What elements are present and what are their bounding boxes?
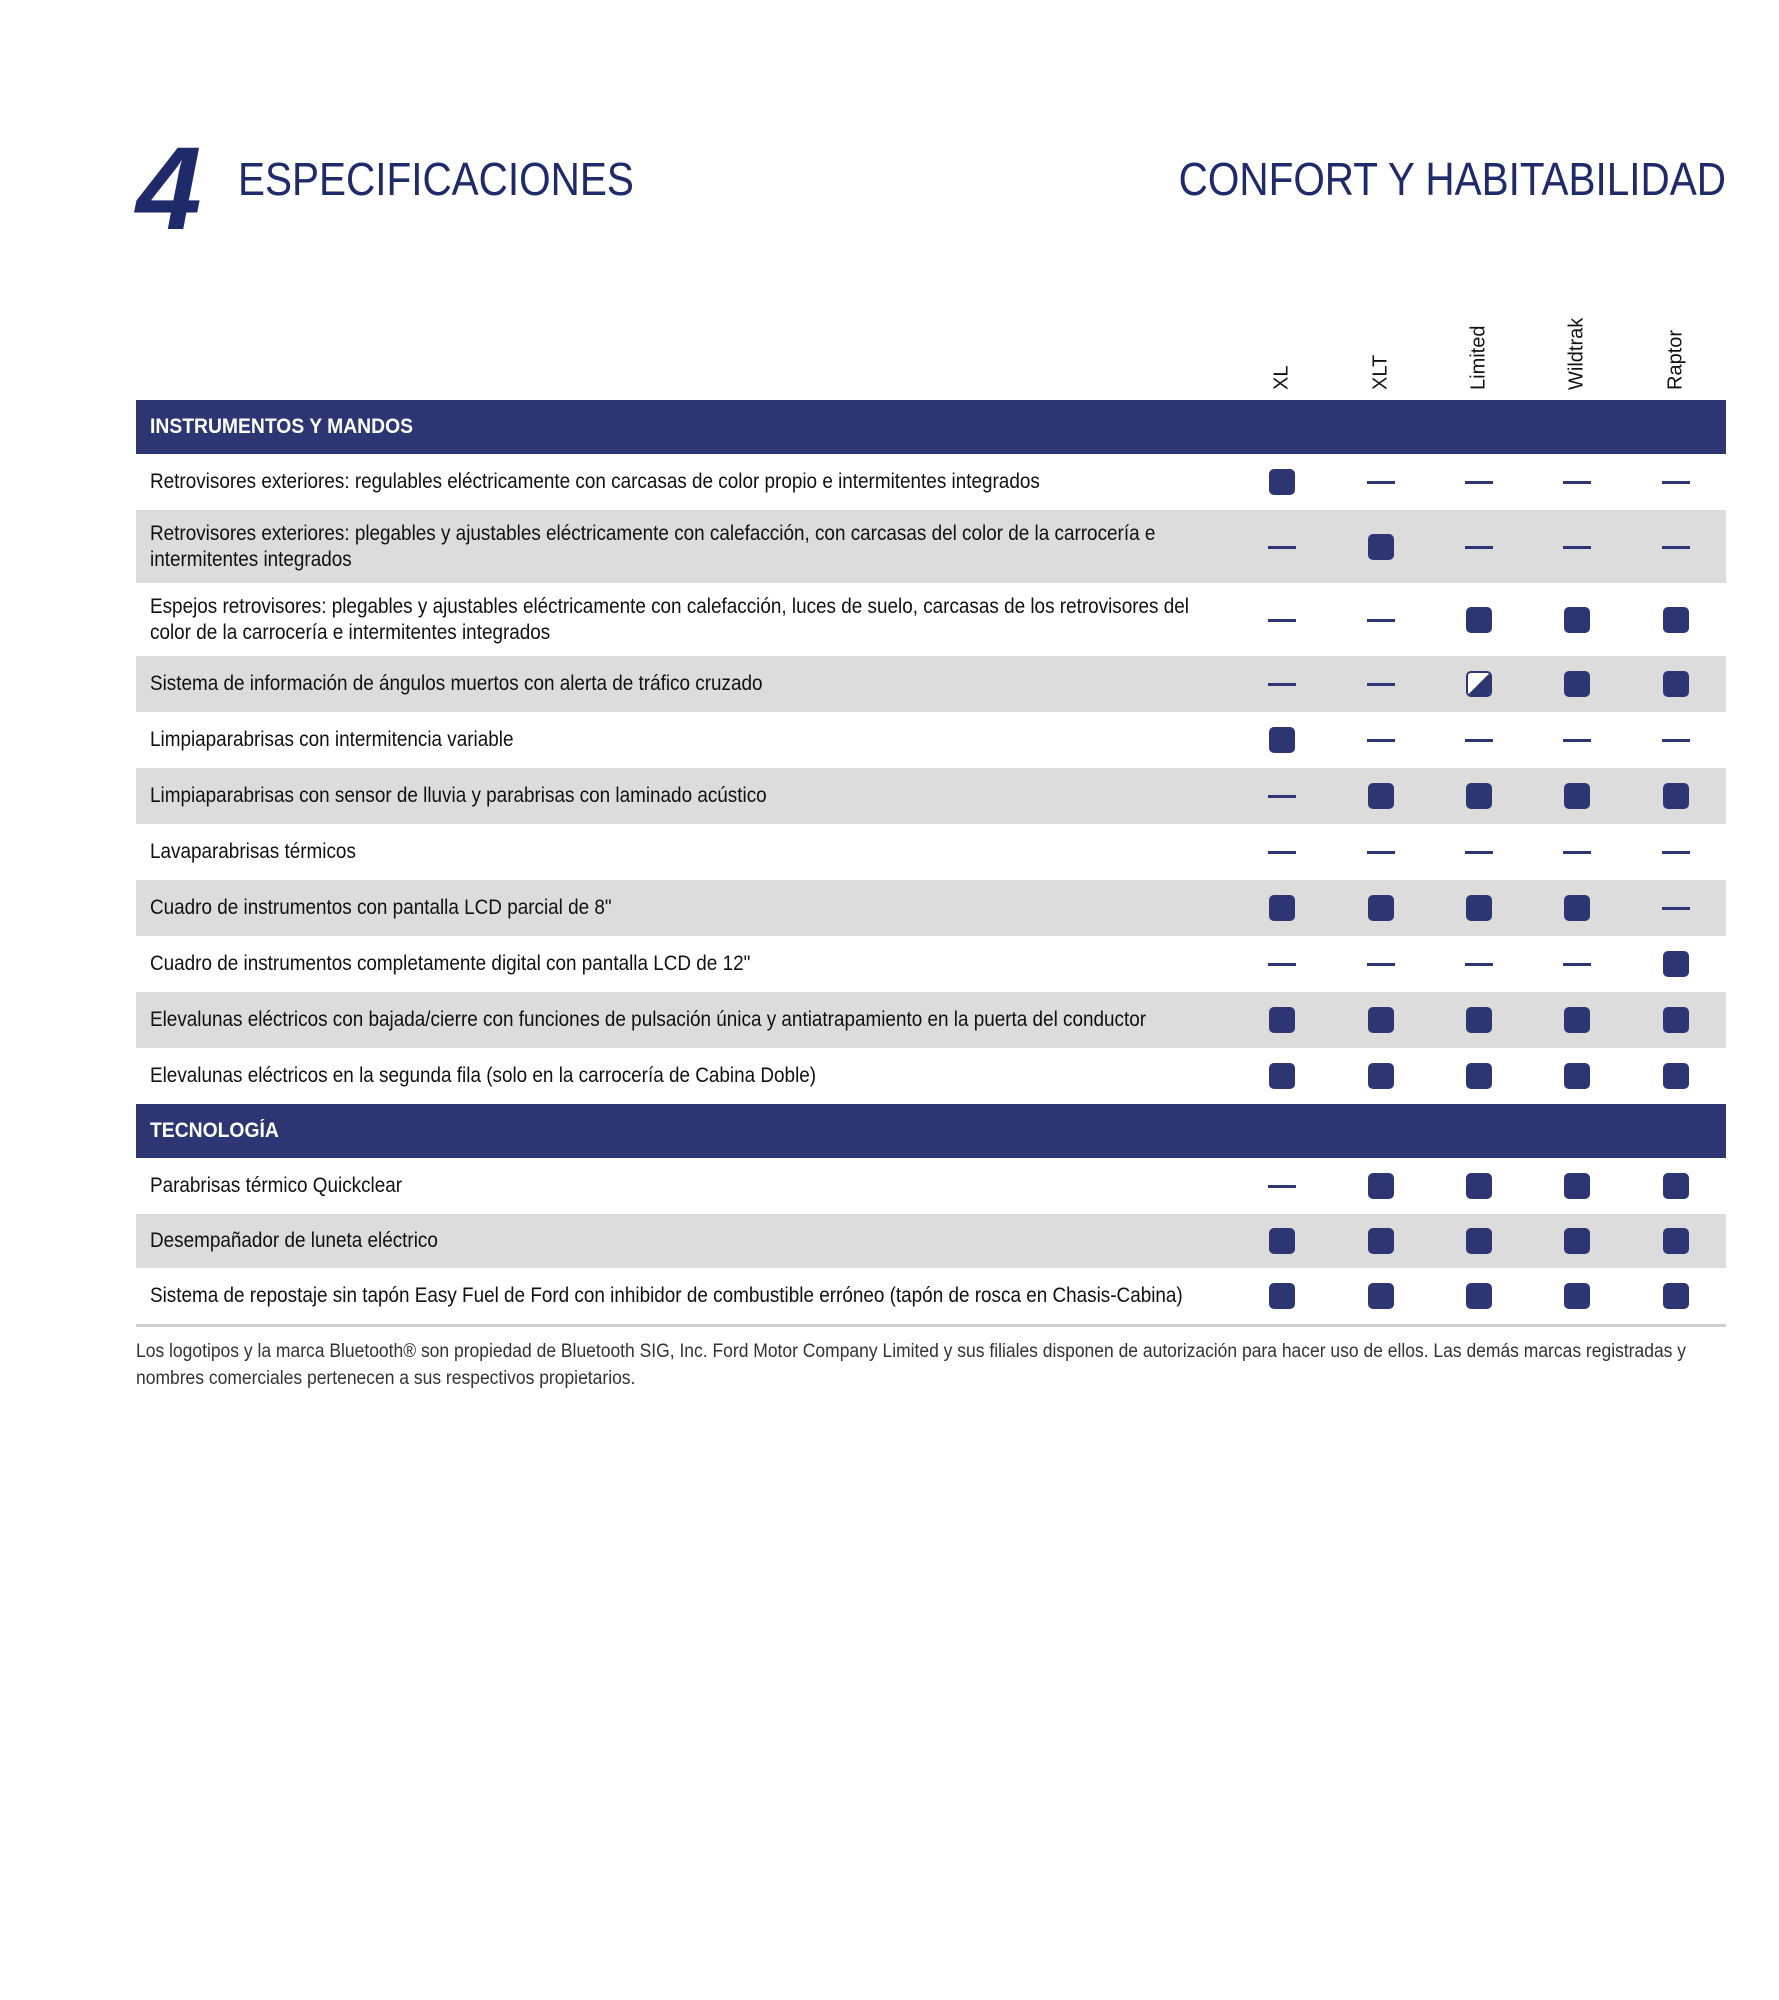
not-available-dash-icon [1267, 532, 1297, 562]
section-header [136, 1104, 1726, 1158]
not-available-dash-icon [1267, 605, 1297, 635]
column-header-raptor: Raptor [1664, 329, 1687, 390]
table-row [136, 1158, 1726, 1214]
table-row [136, 936, 1726, 992]
row-label: Limpiaparabrisas con sensor de lluvia y parabrisas con laminado acústico [150, 784, 767, 807]
table-row [136, 768, 1726, 824]
not-available-dash-icon [1464, 837, 1494, 867]
table-bottom-rule [136, 1324, 1726, 1327]
not-available-dash-icon [1562, 467, 1592, 497]
page-header [136, 123, 1726, 255]
standard-equipment-icon [1267, 1226, 1297, 1256]
table-row [136, 880, 1726, 936]
not-available-dash-icon [1366, 467, 1396, 497]
table-row [136, 712, 1726, 768]
standard-equipment-icon [1661, 1226, 1691, 1256]
standard-equipment-icon [1267, 893, 1297, 923]
standard-equipment-icon [1464, 893, 1494, 923]
standard-equipment-icon [1661, 1281, 1691, 1311]
row-label: Elevalunas eléctricos en la segunda fila (solo en la carrocería de Cabina Doble) [150, 1064, 817, 1087]
standard-equipment-icon [1661, 605, 1691, 635]
row-label: Sistema de información de ángulos muertos con alerta de tráfico cruzado [150, 672, 763, 695]
standard-equipment-icon [1366, 1281, 1396, 1311]
section-header-title: INSTRUMENTOS Y MANDOS [150, 415, 414, 438]
not-available-dash-icon [1267, 669, 1297, 699]
not-available-dash-icon [1661, 725, 1691, 755]
row-label: Cuadro de instrumentos completamente digital con pantalla LCD de 12" [150, 952, 751, 975]
standard-equipment-icon [1562, 781, 1592, 811]
standard-equipment-icon [1661, 1171, 1691, 1201]
section-number: 4 [136, 123, 198, 255]
table-row [136, 583, 1726, 656]
standard-equipment-icon [1661, 1061, 1691, 1091]
table-row [136, 1268, 1726, 1324]
standard-equipment-icon [1366, 893, 1396, 923]
not-available-dash-icon [1464, 725, 1494, 755]
not-available-dash-icon [1562, 949, 1592, 979]
table-row [136, 1048, 1726, 1104]
standard-equipment-icon [1562, 893, 1592, 923]
section-title: ESPECIFICACIONES [238, 153, 634, 205]
row-label: Retrovisores exteriores: regulables eléctricamente con carcasas de color propio e intermitentes integrados [150, 470, 1040, 493]
not-available-dash-icon [1562, 725, 1592, 755]
standard-equipment-icon [1267, 1061, 1297, 1091]
standard-equipment-icon [1366, 1005, 1396, 1035]
standard-equipment-icon [1366, 1061, 1396, 1091]
standard-equipment-icon [1464, 1061, 1494, 1091]
standard-equipment-icon [1464, 1226, 1494, 1256]
table-row [136, 454, 1726, 510]
standard-equipment-icon [1366, 1226, 1396, 1256]
table-row [136, 1214, 1726, 1268]
standard-equipment-icon [1562, 605, 1592, 635]
standard-equipment-icon [1267, 1281, 1297, 1311]
not-available-dash-icon [1366, 669, 1396, 699]
standard-equipment-icon [1661, 949, 1691, 979]
section-header [136, 400, 1726, 454]
standard-equipment-icon [1562, 1061, 1592, 1091]
not-available-dash-icon [1267, 781, 1297, 811]
column-header-wildtrak: Wildtrak [1565, 317, 1588, 390]
optional-equipment-icon [1464, 669, 1494, 699]
footnote: Los logotipos y la marca Bluetooth® son propiedad de Bluetooth SIG, Inc. Ford Motor Company Limited y sus filiales disponen de autorización para hacer uso de ellos. Las demás marcas registradas y nombres comerciales pertenecen a sus respectivos propietarios. [136, 1341, 1687, 1389]
standard-equipment-icon [1366, 781, 1396, 811]
standard-equipment-icon [1366, 532, 1396, 562]
not-available-dash-icon [1366, 949, 1396, 979]
standard-equipment-icon [1464, 1171, 1494, 1201]
not-available-dash-icon [1562, 532, 1592, 562]
standard-equipment-icon [1661, 781, 1691, 811]
not-available-dash-icon [1661, 837, 1691, 867]
not-available-dash-icon [1661, 467, 1691, 497]
standard-equipment-icon [1464, 781, 1494, 811]
standard-equipment-icon [1562, 1226, 1592, 1256]
not-available-dash-icon [1661, 893, 1691, 923]
not-available-dash-icon [1366, 837, 1396, 867]
standard-equipment-icon [1562, 669, 1592, 699]
standard-equipment-icon [1464, 605, 1494, 635]
standard-equipment-icon [1562, 1005, 1592, 1035]
section-header-title: TECNOLOGÍA [150, 1119, 279, 1142]
standard-equipment-icon [1562, 1171, 1592, 1201]
row-label: Parabrisas térmico Quickclear [150, 1174, 403, 1197]
row-label: Retrovisores exteriores: plegables y ajustables eléctricamente con calefacción, con carcasas del color de la carrocería e intermitentes integrados [150, 521, 1156, 571]
not-available-dash-icon [1562, 837, 1592, 867]
not-available-dash-icon [1267, 949, 1297, 979]
column-header-limited: Limited [1467, 325, 1490, 390]
spec-table [136, 400, 1726, 1327]
not-available-dash-icon [1661, 532, 1691, 562]
standard-equipment-icon [1661, 669, 1691, 699]
standard-equipment-icon [1464, 1005, 1494, 1035]
table-row [136, 510, 1726, 583]
column-header-xl: XL [1270, 365, 1293, 390]
not-available-dash-icon [1366, 725, 1396, 755]
not-available-dash-icon [1366, 605, 1396, 635]
table-row [136, 992, 1726, 1048]
standard-equipment-icon [1267, 467, 1297, 497]
not-available-dash-icon [1464, 467, 1494, 497]
standard-equipment-icon [1366, 1171, 1396, 1201]
standard-equipment-icon [1562, 1281, 1592, 1311]
standard-equipment-icon [1464, 1281, 1494, 1311]
row-label: Limpiaparabrisas con intermitencia variable [150, 728, 514, 751]
not-available-dash-icon [1267, 837, 1297, 867]
column-header-xlt: XLT [1369, 354, 1392, 390]
not-available-dash-icon [1267, 1171, 1297, 1201]
row-label: Lavaparabrisas térmicos [150, 840, 356, 863]
not-available-dash-icon [1464, 949, 1494, 979]
not-available-dash-icon [1464, 532, 1494, 562]
standard-equipment-icon [1661, 1005, 1691, 1035]
row-label: Elevalunas eléctricos con bajada/cierre con funciones de pulsación única y antiatrapamiento en la puerta del conductor [150, 1008, 1147, 1031]
row-label: Desempañador de luneta eléctrico [150, 1229, 438, 1252]
page-subtitle: CONFORT Y HABITABILIDAD [1178, 153, 1726, 205]
standard-equipment-icon [1267, 725, 1297, 755]
row-label: Espejos retrovisores: plegables y ajustables eléctricamente con calefacción, luces de suelo, carcasas de los retrovisores del color de la carrocería e intermitentes integrados [150, 594, 1189, 644]
row-label: Sistema de repostaje sin tapón Easy Fuel de Ford con inhibidor de combustible erróneo (tapón de rosca en Chasis-Cabina) [150, 1284, 1183, 1307]
row-label: Cuadro de instrumentos con pantalla LCD parcial de 8" [150, 896, 612, 919]
standard-equipment-icon [1267, 1005, 1297, 1035]
column-headers [136, 300, 1726, 400]
table-row [136, 824, 1726, 880]
table-row [136, 656, 1726, 712]
